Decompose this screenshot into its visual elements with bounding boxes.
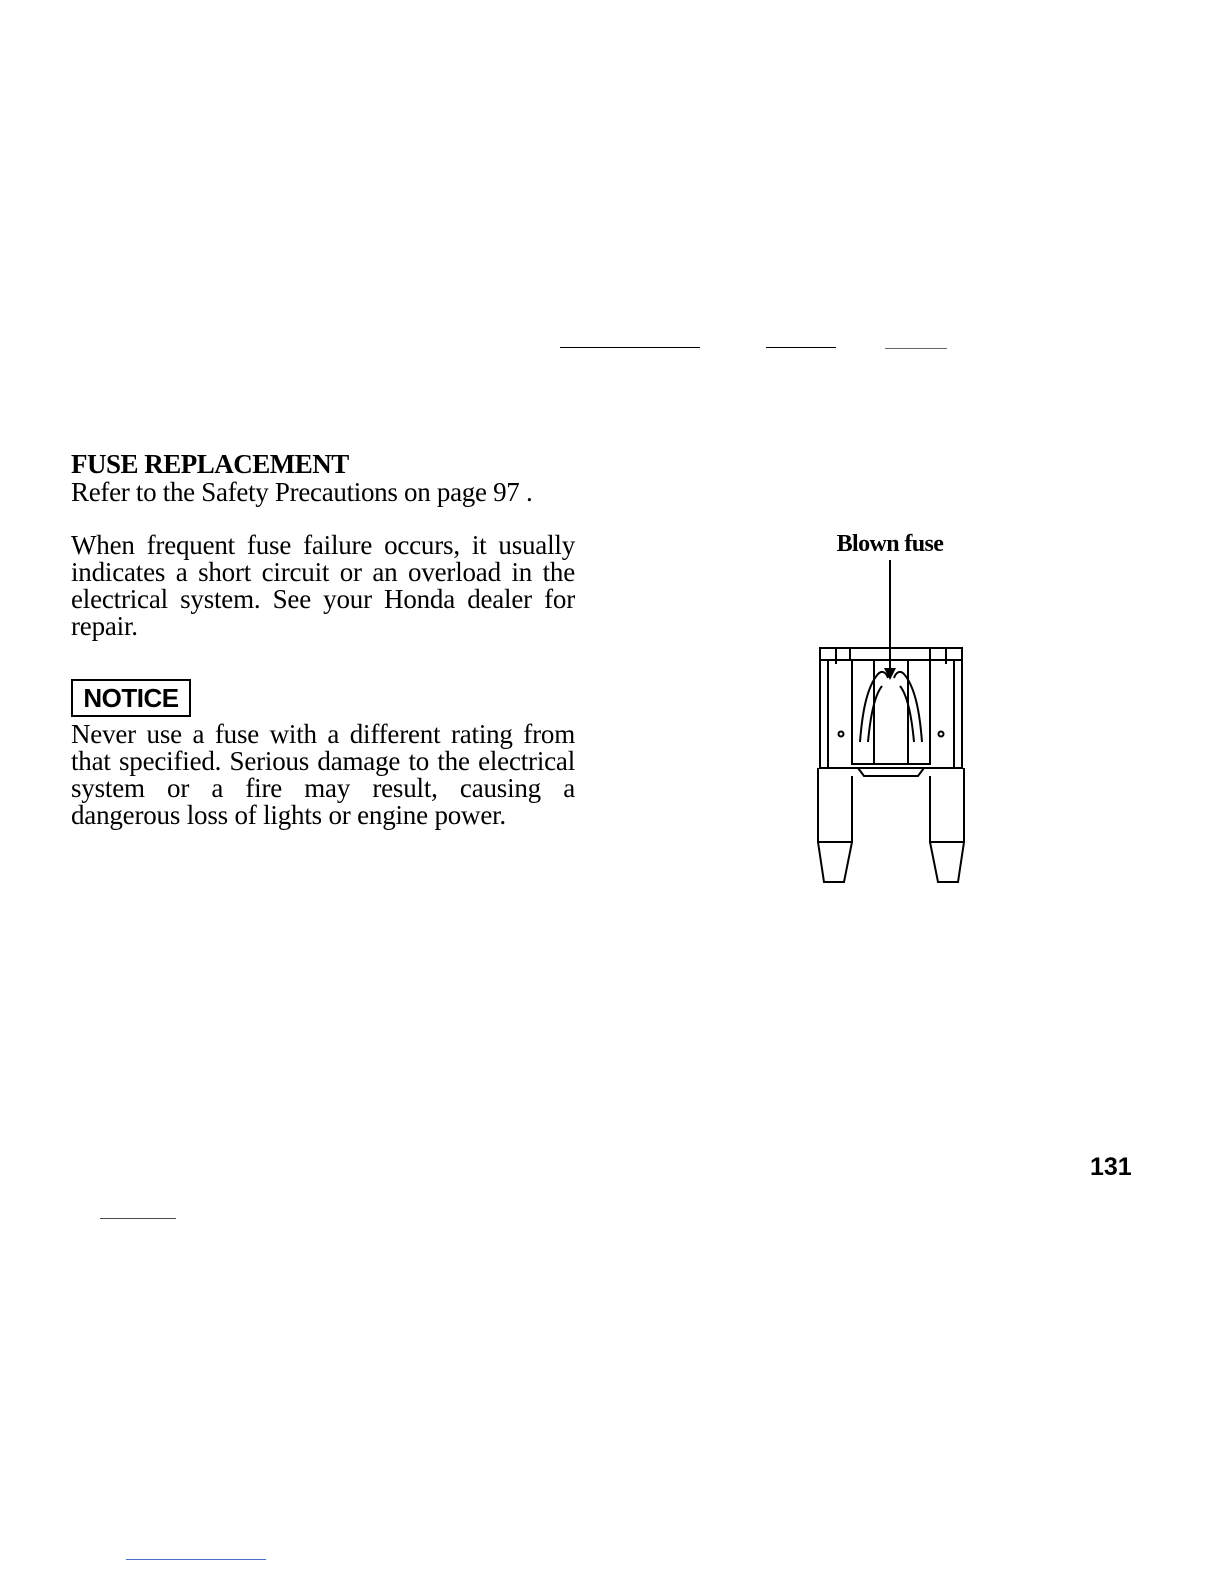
section-title: FUSE REPLACEMENT bbox=[71, 449, 349, 479]
scan-artifact-line bbox=[560, 347, 700, 348]
scan-artifact-line bbox=[766, 347, 836, 348]
notice-text: Never use a fuse with a different rating from that specified. Serious damage to the electrical system or a fire may result, causing a dangerous loss of lights or engine power. bbox=[71, 719, 575, 830]
blown-fuse-label: Blown fuse bbox=[836, 531, 944, 557]
safety-reference: Refer to the Safety Precautions on page 97 . bbox=[71, 477, 533, 507]
scan-artifact-line bbox=[885, 348, 947, 349]
blown-fuse-icon bbox=[800, 556, 980, 896]
page-number: 131 bbox=[1090, 1153, 1132, 1181]
scan-artifact-line bbox=[100, 1218, 176, 1219]
notice-badge: NOTICE bbox=[71, 679, 191, 717]
scan-artifact-line bbox=[126, 1559, 266, 1560]
fuse-failure-paragraph: When frequent fuse failure occurs, it usually indicates a short circuit or an overload in the electrical system. See your Honda dealer for repair. bbox=[71, 530, 575, 641]
